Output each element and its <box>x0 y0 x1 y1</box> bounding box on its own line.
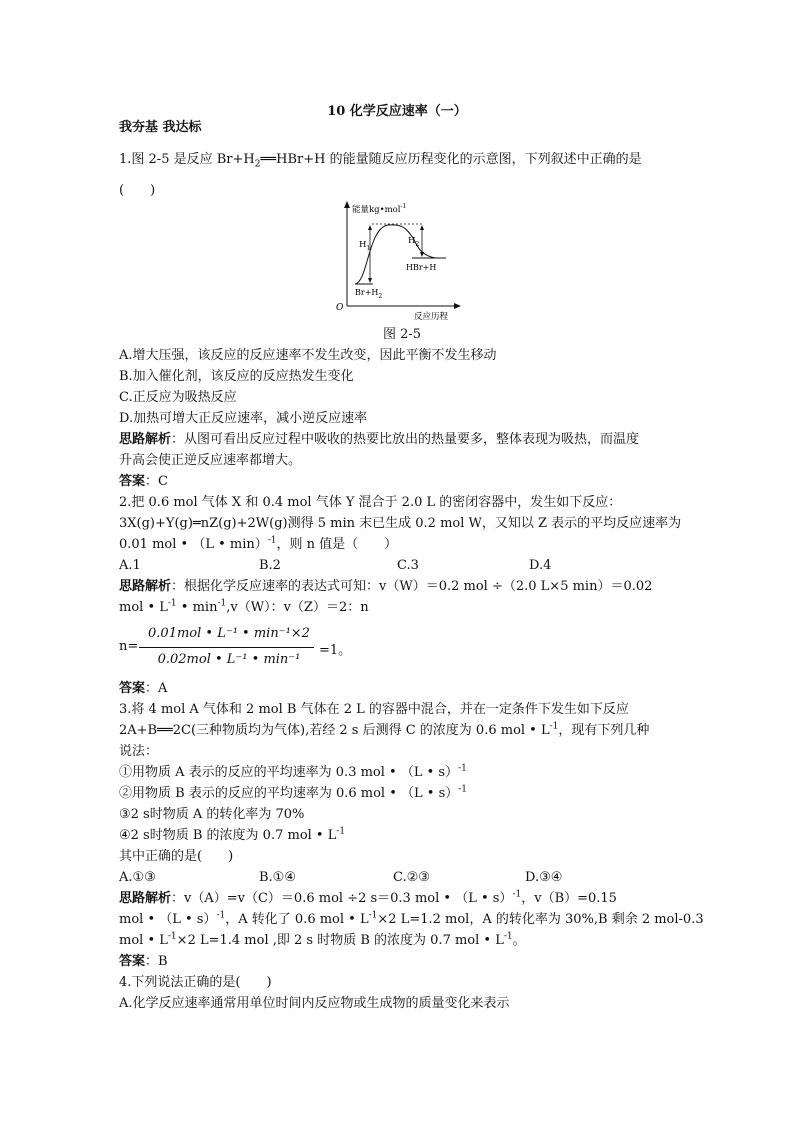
q2-answer: 答案：A <box>119 681 168 696</box>
q3-answer: 答案：B <box>119 954 168 969</box>
q4-stem: 4.下列说法正确的是( ) <box>119 975 272 990</box>
reactant-label: $Br+H_2$ <box>355 288 383 300</box>
q2-analysis-line-1: 思路解析：根据化学反应速率的表达式可知：v（W）＝0.2 mol ÷（2.0 L×5 min）＝0.02 <box>119 579 653 594</box>
q3-statement-3: ③2 s时物质 A 的转化率为 70% <box>119 807 305 822</box>
x-axis-arrow <box>454 303 461 309</box>
h1-arrow-head-up <box>368 225 372 230</box>
q1-option-c: C.正反应为吸热反应 <box>119 390 237 405</box>
q3-line-1: 3.将 4 mol A 气体和 2 mol B 气体在 2 L 的容器中混合，并在一定条件下发生如下反应 <box>119 702 629 717</box>
q3-option-a: A.①③ <box>119 870 156 885</box>
fraction-lhs: n= <box>119 639 139 654</box>
q4-option-a: A.化学反应速率通常用单位时间内反应物或生成物的质量变化来表示 <box>119 996 510 1011</box>
y-axis-label: 能量kg•mol$^{-1}$ <box>352 203 407 215</box>
q3-statement-2: ②用物质 B 表示的反应的平均速率为 0.6 mol • （L • s）$^{-1}$ <box>119 784 468 801</box>
q1-stem: 1.图 2-5 是反应 $Br+H_2══HBr+H$ 的能量随反应历程变化的示意图，下列叙述中正确的是 <box>119 152 642 170</box>
y-axis-arrow <box>344 201 350 208</box>
q3-analysis-line-2: mol • （L • s）$^{-1}$，A 转化了 0.6 mol • $L^{-1}\times 2$ L=1.2 mol，A 的转化率为 30%,B 剩余 2 mol-0.3 <box>119 910 704 927</box>
q2-option-b: B.2 <box>259 558 281 573</box>
q3-option-d: D.③④ <box>525 870 563 885</box>
q3-options <box>119 870 562 886</box>
q3-line-3: 说法： <box>119 744 159 759</box>
q3-option-c: C.②③ <box>393 870 430 885</box>
q3-statement-1: ①用物质 A 表示的反应的平均速率为 0.3 mol • （L • s）$^{-1}$ <box>119 763 467 780</box>
q2-analysis-line-2: mol • $L^{-1}$ • $\min^{-1},v(W)$：v（Z）＝2：n <box>119 598 369 615</box>
h2-arrow-head-up <box>420 225 424 230</box>
q1-analysis-line-2: 升高会使正逆反应速率都增大。 <box>119 453 302 468</box>
q2-option-d: D.4 <box>529 558 552 573</box>
q3-analysis-line-3: mol • $L^{-1}\times 2$ L=1.4 mol ,即 2 s 时物质 B 的浓度为 0.7 mol • $L^{-1}$。 <box>119 931 526 948</box>
q3-ask: 其中正确的是( ) <box>119 849 234 864</box>
q2-line-3: 0.01 mol • （L • min）$^{-1}$，则 n 值是（ ） <box>119 535 398 552</box>
product-label: HBr+H <box>406 263 437 272</box>
q3-statement-4: ④2 s时物质 B 的浓度为 0.7 mol • $L^{-1}$ <box>119 826 346 843</box>
x-axis-label: 反应历程 <box>414 312 449 322</box>
q1-option-d: D.加热可增大正反应速率，减小逆反应速率 <box>119 411 368 426</box>
h1-label: $H_1$ <box>359 240 371 252</box>
q1-option-b: B.加入催化剂，该反应的反应热发生变化 <box>119 369 354 384</box>
q3-option-b: B.①④ <box>259 870 296 885</box>
q3-analysis-line-1: 思路解析：v（A）=v（C）＝0.6 mol ÷2 s＝0.3 mol • （L • s）$^{-1}$，v（B）=0.15 <box>119 889 617 906</box>
fraction-bar <box>139 647 314 648</box>
h2-label: $H_2$ <box>408 236 420 248</box>
q1-analysis-line-1: 思路解析：从图可看出反应过程中吸收的热要比放出的热量要多，整体表现为吸热，而温度 <box>119 432 640 447</box>
h1-arrow-head-down <box>368 278 372 283</box>
q1-answer: 答案：C <box>119 474 168 489</box>
q2-options <box>119 558 551 574</box>
q1-answer-paren: ( ) <box>119 183 156 198</box>
fraction-denominator: 0.02mol • L⁻¹ • min⁻¹ <box>157 652 301 667</box>
origin-label: O <box>336 303 344 313</box>
q2-line-2: 3X(g)+Y(g)═nZ(g)+2W(g)测得 5 min 末已生成 0.2 mol W，又知以 Z 表示的平均反应速率为 <box>119 516 682 531</box>
section-heading: 我夯基 我达标 <box>119 120 202 135</box>
fraction-rhs: =1。 <box>319 643 352 658</box>
q2-option-c: C.3 <box>397 558 419 573</box>
energy-curve <box>355 225 436 284</box>
q1-option-a: A.增大压强，该反应的反应速率不发生改变，因此平衡不发生移动 <box>119 348 497 363</box>
h2-arrow-head-down <box>420 252 424 257</box>
fraction-numerator: 0.01mol • L⁻¹ • min⁻¹×2 <box>148 626 310 641</box>
page-title: 10 化学反应速率（一） <box>327 104 467 119</box>
q2-line-1: 2.把 0.6 mol 气体 X 和 0.4 mol 气体 Y 混合于 2.0 L 的密闭容器中，发生如下反应： <box>119 495 622 510</box>
figure-caption: 图 2-5 <box>383 327 422 342</box>
energy-diagram <box>328 198 468 324</box>
q2-option-a: A.1 <box>119 558 141 573</box>
q3-line-2: 2A+B══2C(三种物质均为气体),若经 2 s 后测得 C 的浓度为 0.6 mol • $L^{-1}$，现有下列几种 <box>119 721 650 738</box>
